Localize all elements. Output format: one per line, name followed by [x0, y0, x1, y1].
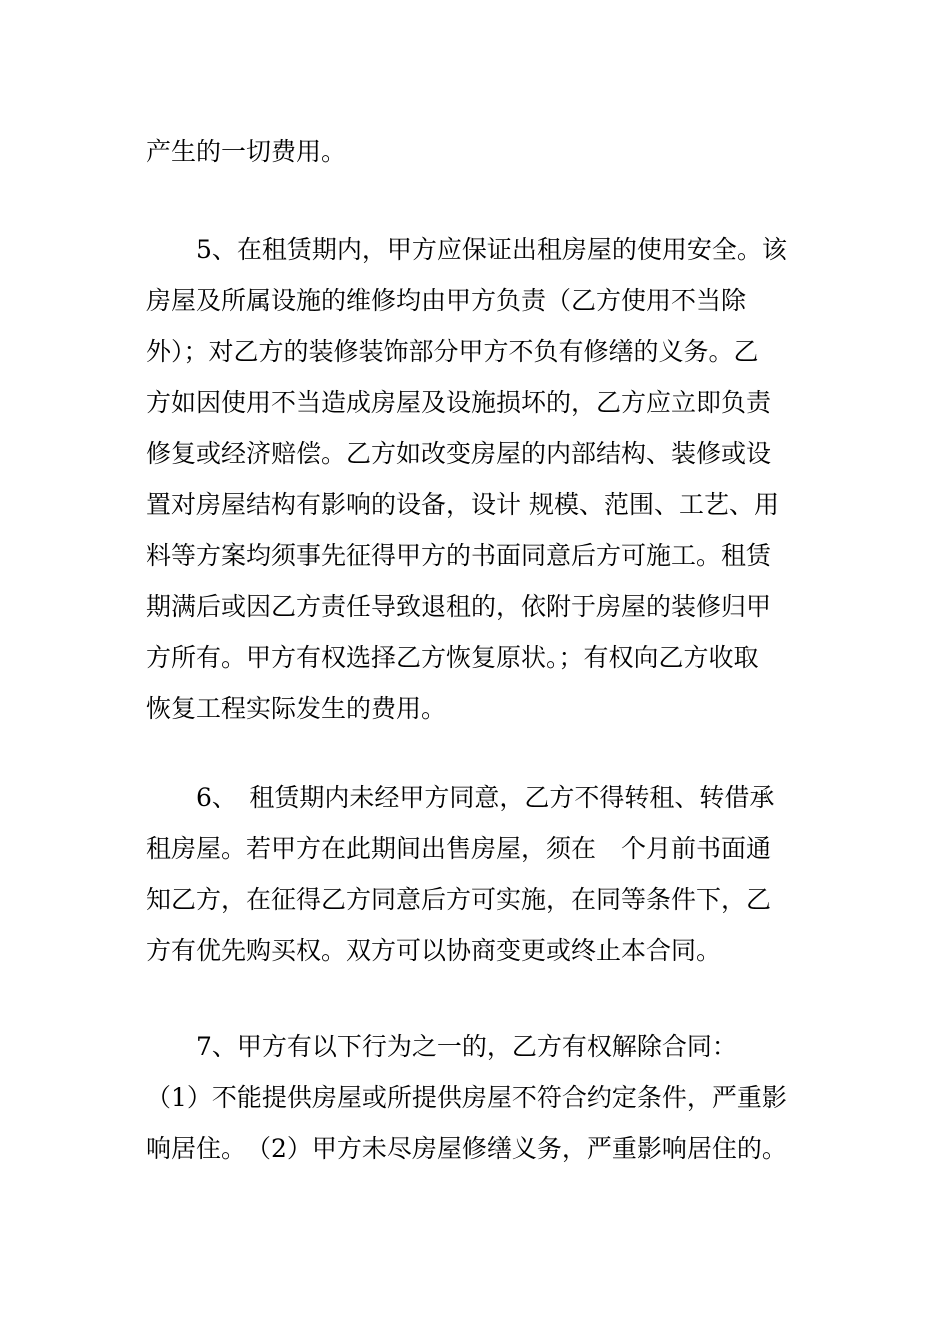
text-line: 5、在租赁期内，甲方应保证出租房屋的使用安全。该	[146, 235, 787, 264]
paragraph-clause-5	[146, 224, 826, 734]
text-line: 房屋及所属设施的维修均由甲方负责（乙方使用不当除	[146, 286, 747, 315]
text-line: 知乙方，在征得乙方同意后方可实施，在同等条件下，乙	[146, 885, 772, 914]
text-line: 修复或经济赔偿。乙方如改变房屋的内部结构、装修或设	[146, 439, 772, 468]
paragraph-clause-7	[146, 1021, 826, 1174]
text-line: 置对房屋结构有影响的设备，设计 规模、范围、工艺、用	[146, 490, 779, 519]
text-line: （1）不能提供房屋或所提供房屋不符合约定条件，严重影	[146, 1083, 787, 1112]
text-line: 租房屋。若甲方在此期间出售房屋，须在 个月前书面通	[146, 834, 772, 863]
paragraph-clause-6	[146, 772, 826, 976]
text-line: 期满后或因乙方责任导致退租的，依附于房屋的装修归甲	[146, 592, 772, 621]
text-line: 料等方案均须事先征得甲方的书面同意后方可施工。租赁	[146, 541, 772, 570]
text-line: 6、 租赁期内未经甲方同意，乙方不得转租、转借承	[146, 783, 775, 812]
text-line: 方如因使用不当造成房屋及设施损坏的，乙方应立即负责	[146, 388, 772, 417]
text-line: 响居住。 （2）甲方未尽房屋修缮义务，严重影响居住的。	[146, 1134, 787, 1163]
text-line: 恢复工程实际发生的费用。	[146, 694, 447, 723]
text-line: 7、甲方有以下行为之一的，乙方有权解除合同：	[146, 1032, 737, 1061]
paragraph-expenses-tail	[146, 126, 826, 177]
text-line: 方有优先购买权。双方可以协商变更或终止本合同。	[146, 936, 722, 965]
text-line: 方所有。甲方有权选择乙方恢复原状。；有权向乙方收取	[146, 643, 759, 672]
text-line: 外）；对乙方的装修装饰部分甲方不负有修缮的义务。乙	[146, 337, 759, 366]
text-line: 产生的一切费用。	[146, 137, 347, 166]
